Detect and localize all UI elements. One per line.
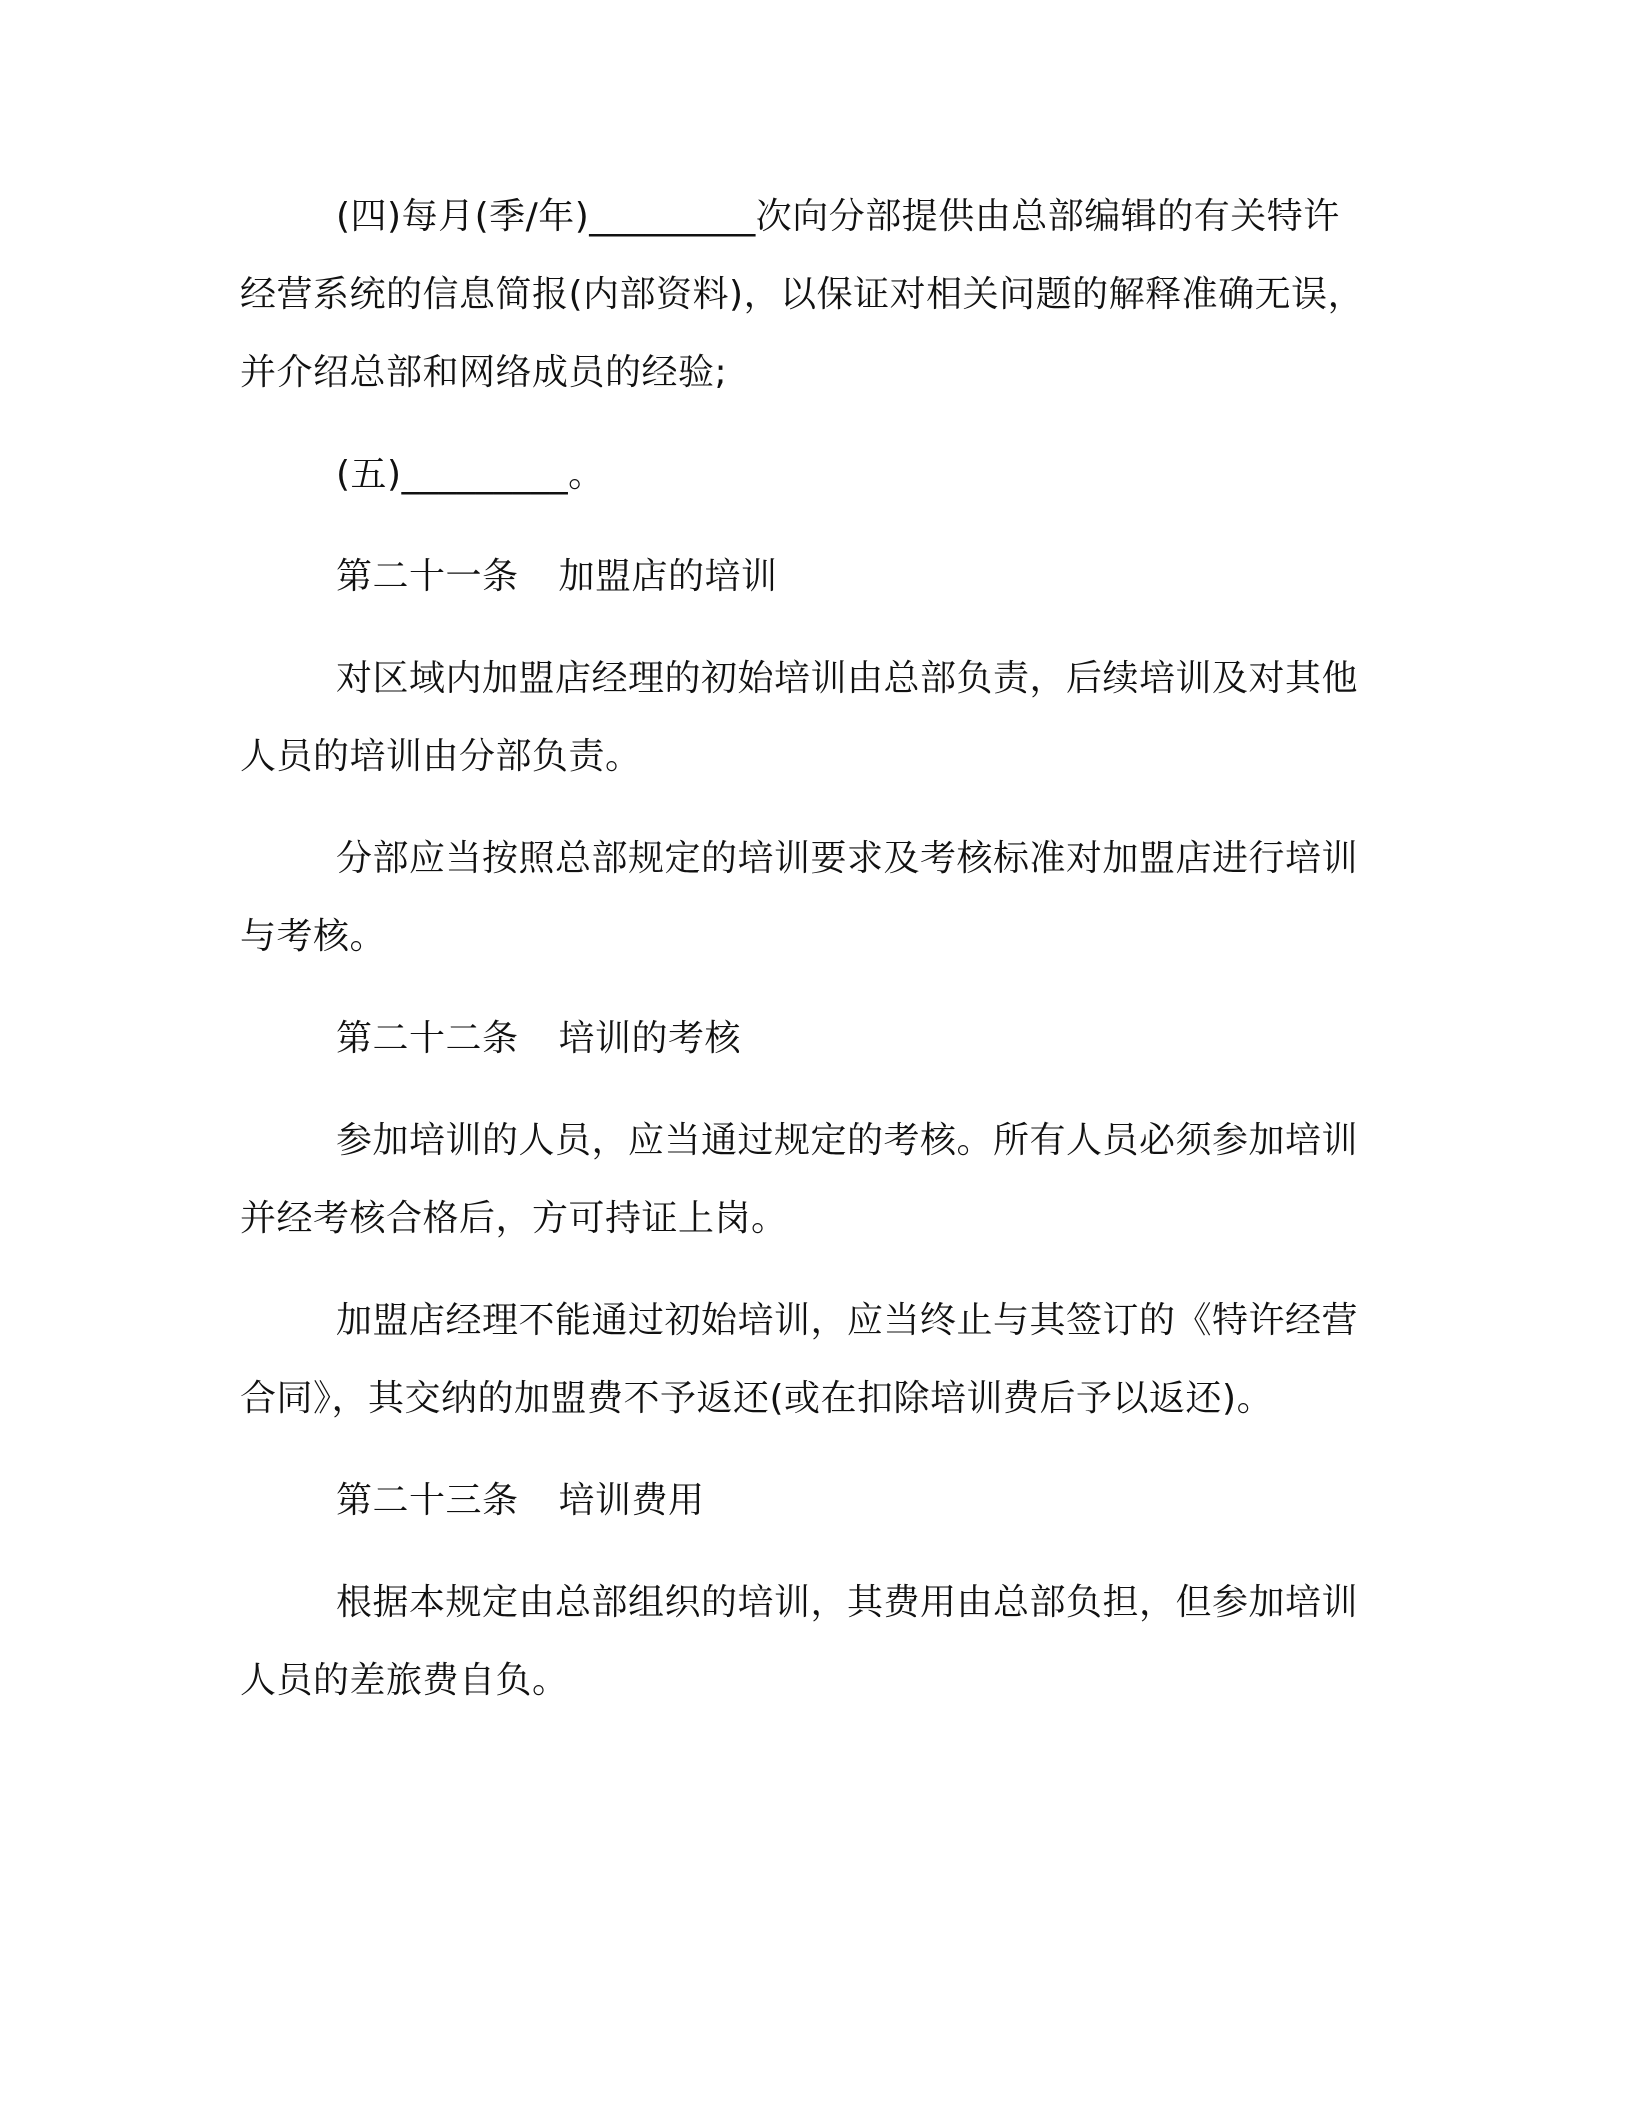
article-number: 第二十二条 (336, 1018, 519, 1059)
paragraph-branch-training (240, 820, 1372, 976)
article-title: 加盟店的培训 (558, 556, 778, 597)
paragraph-initial-training (240, 640, 1372, 796)
paragraph-item-five (240, 436, 1372, 514)
article-number: 第二十三条 (336, 1480, 519, 1521)
paragraph-line: 人员的培训由分部负责。 (240, 736, 642, 777)
paragraph-line: 并经考核合格后，方可持证上岗。 (240, 1198, 788, 1239)
paragraph-line: (四)每月(季/年)_________次向分部提供由总部编辑的有关特许 (336, 196, 1340, 237)
paragraph-franchise-bulletin (240, 178, 1372, 412)
article-heading-23 (240, 1462, 1372, 1540)
paragraph-training-fees (240, 1564, 1372, 1720)
paragraph-line: 人员的差旅费自负。 (240, 1660, 569, 1701)
article-heading-21 (240, 538, 1372, 616)
paragraph-line: 经营系统的信息简报(内部资料)，以保证对相关问题的解释准确无误， (240, 274, 1365, 315)
article-heading-22 (240, 1000, 1372, 1078)
paragraph-line: 分部应当按照总部规定的培训要求及考核标准对加盟店进行培训 (336, 838, 1359, 879)
paragraph-assessment (240, 1102, 1372, 1258)
article-title: 培训费用 (558, 1480, 705, 1521)
paragraph-line: 并介绍总部和网络成员的经验; (240, 352, 728, 393)
article-number: 第二十一条 (336, 556, 519, 597)
paragraph-line: 参加培训的人员，应当通过规定的考核。所有人员必须参加培训 (336, 1120, 1359, 1161)
paragraph-line: 加盟店经理不能通过初始培训，应当终止与其签订的《特许经营 (336, 1300, 1359, 1341)
paragraph-line: 对区域内加盟店经理的初始培训由总部负责，后续培训及对其他 (336, 658, 1359, 699)
paragraph-line: 与考核。 (240, 916, 387, 957)
paragraph-line: 根据本规定由总部组织的培训，其费用由总部负担，但参加培训 (336, 1582, 1359, 1623)
paragraph-line: 合同》，其交纳的加盟费不予返还(或在扣除培训费后予以返还)。 (240, 1378, 1274, 1419)
article-title: 培训的考核 (558, 1018, 742, 1059)
paragraph-termination (240, 1282, 1372, 1438)
paragraph-line: (五)_________。 (336, 454, 605, 495)
